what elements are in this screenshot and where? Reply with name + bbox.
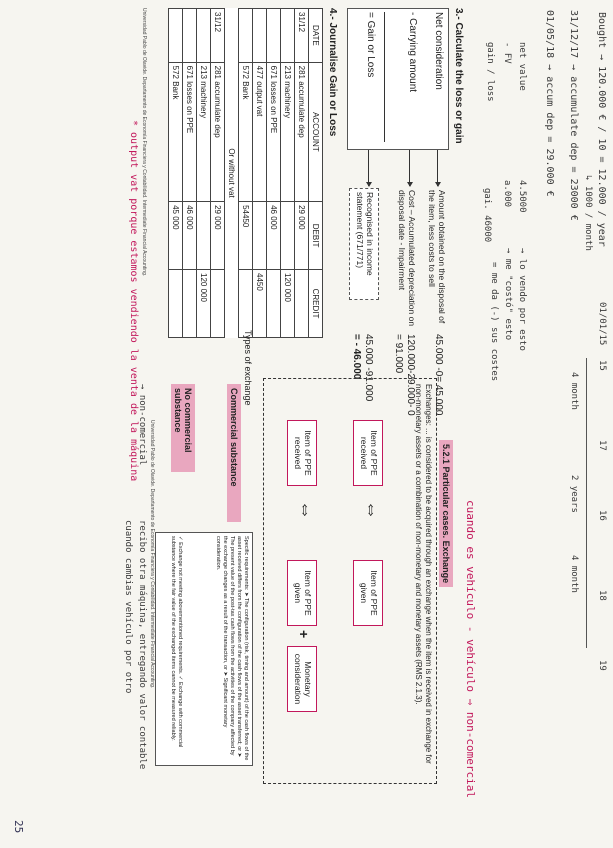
timeline-label-3: 4 month bbox=[569, 555, 579, 593]
monetary-consideration: Monetary consideration bbox=[293, 653, 313, 705]
label-carrying-amount: - Carrying amount bbox=[407, 12, 418, 93]
ppe-given-top: Item of PPE given bbox=[359, 570, 379, 616]
double-arrow-1: ⇔ bbox=[361, 500, 383, 520]
calc-3b: = - 46.000 bbox=[351, 334, 362, 380]
journal-table bbox=[168, 8, 323, 338]
plus-sign: + bbox=[296, 630, 312, 639]
timeline-tick-2: 17 bbox=[597, 440, 607, 451]
ppe-received-bottom: Item of PPE received bbox=[293, 430, 313, 476]
table-row: 671 losses on PPE 46 000 bbox=[183, 9, 197, 338]
table-row: 213 machinery 120 000 bbox=[197, 9, 211, 338]
timeline-date: 01/01/15 bbox=[597, 302, 607, 346]
commercial-substance-label: Commercial substance bbox=[227, 384, 241, 522]
table-row: 671 losses on PPE 46 000 bbox=[267, 9, 281, 338]
col-account: ACCOUNT bbox=[309, 62, 323, 201]
exchange-definition: Exchanges: ... is considered to be acquired through an exchange when the item is received in exchange for non-monetary assets or a combination of non-monetary and monetary assets (RMS 2.1.3). bbox=[414, 384, 433, 764]
footer-right: Universidad Pablo de Olavide. Departamento de Economía Financiera y Contabilidad. Intermediate Financial Accounting. bbox=[149, 420, 155, 689]
calc-2: 120.000-29.000- 0 bbox=[405, 334, 416, 416]
timeline-tick-4: 18 bbox=[597, 590, 607, 601]
handwritten-net-value: net value bbox=[517, 42, 527, 91]
col-debit: DEBIT bbox=[309, 202, 323, 270]
divider bbox=[384, 12, 385, 142]
types-of-exchange: Types of exchange bbox=[243, 330, 253, 406]
col-credit: CREDIT bbox=[309, 270, 323, 338]
section4-title: 4.- Journalise Gain or Loss bbox=[327, 8, 338, 137]
ppe-given-bottom: Item of PPE given bbox=[293, 570, 313, 616]
handwritten-recibo: recibo otra máquina, entregando valor contable bbox=[137, 520, 147, 770]
handwritten-me-da: = me da (-) sus costes bbox=[489, 262, 499, 382]
handwritten-no-comercial: → non-comercial bbox=[137, 384, 147, 466]
requirements-text: Specific requirements: ➤ The configuration (risk, timing and amount) of the cash flows of the asset received differs from the configuration of the cash flows of the asset transferred; or ➤ The present value of the post-tax cash flows from the activities of the company affected by the exchange changes as a result of the transaction, or ➤ Significant monetary consideration. bbox=[215, 536, 249, 761]
timeline-tick-1: 15 bbox=[597, 360, 607, 371]
arrow-2 bbox=[409, 150, 410, 186]
arrow-3 bbox=[368, 150, 369, 186]
no-commercial-substance-label: No commercial substance bbox=[171, 384, 195, 472]
col-date: DATE bbox=[309, 9, 323, 63]
timeline-tick-5: 19 bbox=[597, 660, 607, 671]
red-note-bottom: * output vat porque estamos vendiendo la venta de la máquina bbox=[128, 120, 139, 482]
handwritten-per-month: ↳ 1000 / month bbox=[583, 175, 593, 251]
handwritten-lo-vendo: → lo vendo por esto bbox=[517, 248, 527, 351]
section3-title: 3.- Calculate the loss or gain bbox=[453, 8, 464, 144]
handwritten-gain-or-loss: gain / loss bbox=[485, 42, 495, 102]
cost-accumulated-text: Cost – Accumulated depreciation on disposal date - Impairment bbox=[397, 190, 417, 327]
table-row: 572 Bank 45 000 bbox=[169, 9, 183, 338]
handwritten-a000: a.000 bbox=[502, 180, 512, 208]
section-521-title: 5.2.1 Particular cases. Exchange bbox=[439, 440, 453, 587]
arrow-1 bbox=[437, 150, 438, 186]
calc-3: 45.000 -91.000 bbox=[363, 334, 374, 402]
handwritten-fv: - FV bbox=[502, 42, 512, 64]
handwritten-budget-line: Bought → 120.000 € / 10 = 12.000 / year bbox=[596, 12, 607, 247]
calc-1: 45.000 -0= 45.000 bbox=[433, 334, 444, 416]
timeline-label-2: 2 years bbox=[569, 475, 579, 513]
label-gain-or-loss: = Gain or Loss bbox=[365, 12, 376, 78]
table-row: 213 machinery 120 000 bbox=[281, 9, 295, 338]
table-row: 31/12 281 accumulate dep 29 000 bbox=[211, 9, 225, 338]
double-arrow-2: ⇔ bbox=[295, 500, 317, 520]
handwritten-me-costo: → me "costó" esto bbox=[503, 248, 513, 341]
page-number: 25 bbox=[12, 820, 25, 834]
handwritten-accum-2: 01/05/18 → accum dep = 29.000 € bbox=[544, 10, 555, 197]
footer-left: Universidad Pablo de Olavide. Departamento de Economía Financiera y Contabilidad. Intermediate Financial Accounting. bbox=[141, 8, 147, 277]
ppe-received-top: Item of PPE received bbox=[359, 430, 379, 476]
handwritten-accum-1: 31/12/17 → accumulate dep = 23000 € bbox=[568, 10, 579, 221]
label-net-consideration: Net consideration bbox=[433, 12, 444, 90]
handwritten-cuando: cuando cambias vehículo por otro bbox=[123, 520, 133, 694]
table-row: 572 Bank 54450 bbox=[239, 9, 253, 338]
handwritten-4500: 4.5000 bbox=[517, 180, 527, 213]
no-commercial-text: ✓ Exchange not meeting abovementioned requirements. ✓ Exchange with commercial substance where the fair value of the exchanged items cannot be measured reliably. bbox=[170, 536, 183, 748]
amount-obtained-text: Amount obtained on the disposal of the item, less costs to sell bbox=[427, 190, 447, 324]
red-note-cuando: cuando es vehículo - vehículo ⇒ non-comercial bbox=[464, 500, 477, 799]
table-row: 477 output vat 4450 bbox=[253, 9, 267, 338]
timeline-line bbox=[586, 358, 587, 648]
table-row: 31/12 281 accumulate dep 29 000 bbox=[295, 9, 309, 338]
recognised-text: Recognised in income statement (671/771) bbox=[355, 192, 375, 276]
handwritten-gai: gai. 46000 bbox=[482, 188, 492, 243]
or-without-vat: Or without vat bbox=[225, 9, 239, 338]
calc-2b: = 91.000 bbox=[393, 334, 404, 374]
timeline-tick-3: 16 bbox=[597, 510, 607, 521]
timeline-label-1: 4 month bbox=[569, 372, 579, 410]
